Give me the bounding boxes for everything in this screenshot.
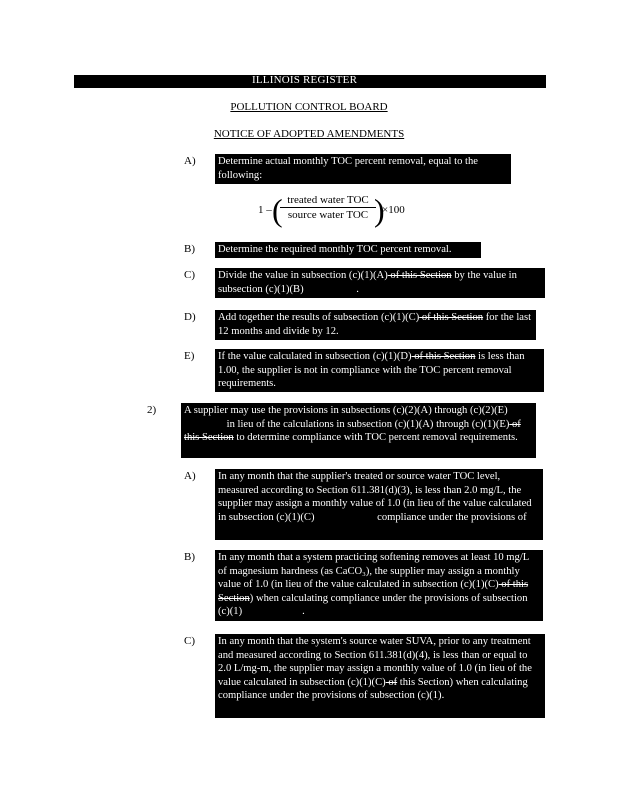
item-a2-text: In any month that the supplier's treated or source water TOC level, measured according to Section 611.381(d)(3), is less than 2.0 mg/L, the supplier may assign a monthly value of 1.0 (in lieu of the value calculated in subsection (c)(1)(C) compliance under the provisions of bbox=[215, 469, 543, 540]
redaction bbox=[218, 526, 288, 536]
redaction bbox=[306, 284, 356, 294]
register-title: ILLINOIS REGISTER bbox=[252, 74, 358, 86]
item-b1-text: Determine the required monthly TOC percent removal. bbox=[215, 242, 481, 258]
toc-fraction bbox=[280, 194, 376, 221]
item-b2-label: B) bbox=[184, 551, 195, 563]
item-2-text: A supplier may use the provisions in subsections (c)(2)(A) through (c)(2)(E) in lieu of the calculations in subsection (c)(1)(A) through (c)(1)(E) of this Section to determine compliance with TOC percent removal requirements. bbox=[181, 403, 536, 458]
redaction bbox=[242, 607, 302, 617]
board-heading: POLLUTION CONTROL BOARD bbox=[230, 101, 388, 113]
item-2-label: 2) bbox=[147, 404, 157, 416]
item-d1-text: Add together the results of subsection (c)(1)(C) of this Section for the last 12 months and divide by 12. bbox=[215, 310, 536, 340]
fraction-numerator: treated water TOC bbox=[280, 194, 376, 208]
item-c1-text: Divide the value in subsection (c)(1)(A) of this Section by the value in subsection (c)(1)(B) . bbox=[215, 268, 545, 298]
item-a2-label: A) bbox=[184, 470, 196, 482]
item-e1-text: If the value calculated in subsection (c)(1)(D) of this Section is less than 1.00, the supplier is not in compliance with the TOC percent removal requirements. bbox=[215, 349, 544, 392]
redaction bbox=[184, 419, 224, 429]
item-c2-label: C) bbox=[184, 635, 195, 647]
item-b1-label: B) bbox=[184, 243, 195, 255]
item-d1-label: D) bbox=[184, 311, 196, 323]
redaction bbox=[315, 512, 375, 522]
right-paren: ) bbox=[374, 192, 385, 228]
item-b2-text: In any month that a system practicing softening removes at least 10 mg/L of magnesium hardness (as CaCO₃), the supplier may assign a monthly value of 1.0 (in lieu of the value calculated in subsection (c)(1)(C) of this Section) when calculating compliance under the provisions of subsection (c)(1) . bbox=[215, 550, 543, 621]
toc-formula: 1 – ( treated water TOC source water TOC ) ×100 bbox=[254, 194, 414, 230]
left-paren: ( bbox=[272, 192, 283, 228]
item-c2-text: In any month that the system's source water SUVA, prior to any treatment and measured according to Section 611.381(d)(4), is less than or equal to 2.0 L/mg-m, the supplier may assign a monthly value of 1.0 (in lieu of the value calculated in subsection (c)(1)(C) of this Section) when calculating compliance under the provisions of subsection (c)(1). bbox=[215, 634, 545, 718]
item-e1-label: E) bbox=[184, 350, 195, 362]
fraction-denominator: source water TOC bbox=[287, 209, 369, 221]
item-c1-label: C) bbox=[184, 269, 195, 281]
item-a1-label: A) bbox=[184, 155, 196, 167]
notice-heading: NOTICE OF ADOPTED AMENDMENTS bbox=[213, 128, 405, 140]
register-header-bar bbox=[74, 75, 546, 88]
item-a1-text: Determine actual monthly TOC percent removal, equal to the following: bbox=[215, 154, 511, 184]
